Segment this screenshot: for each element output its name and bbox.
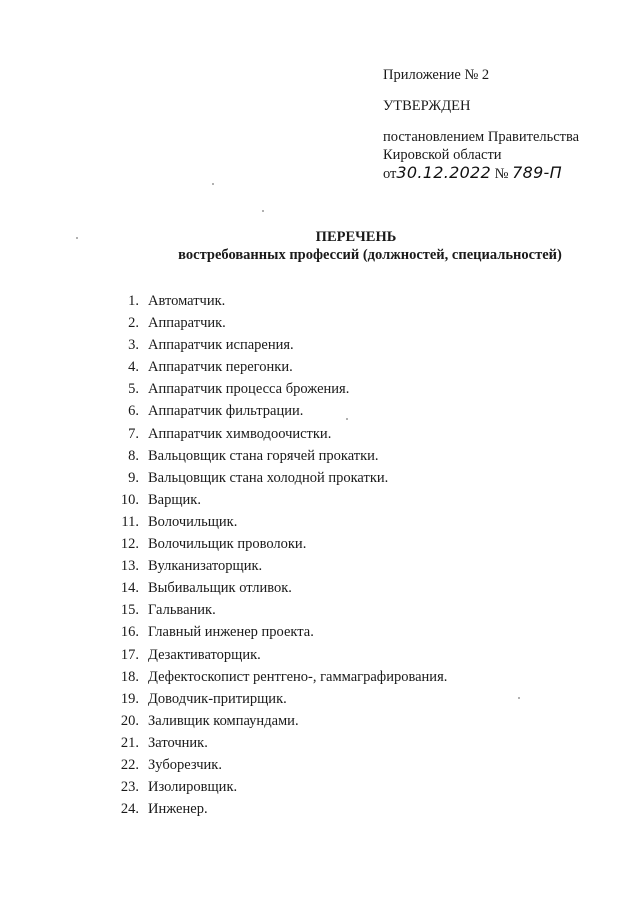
- list-item-text: Гальваник.: [148, 602, 216, 619]
- list-item: [108, 511, 447, 533]
- list-item-number: 3.: [128, 337, 139, 354]
- list-item-number: 16.: [120, 624, 139, 641]
- approval-header: [383, 66, 633, 183]
- list-item-number: 13.: [120, 558, 139, 575]
- list-item-number: 22.: [120, 756, 139, 773]
- list-item: [108, 776, 447, 798]
- scan-speck: [518, 697, 520, 699]
- list-item: [108, 732, 447, 754]
- list-item-number: 19.: [120, 690, 139, 707]
- list-item-text: Аппаратчик химводоочистки.: [148, 425, 332, 442]
- list-item: [108, 356, 447, 378]
- title-heading: ПЕРЕЧЕНЬ: [315, 229, 397, 245]
- list-item-text: Аппаратчик перегонки.: [148, 359, 293, 376]
- decree-line-1: постановлением Правительства: [383, 129, 580, 145]
- list-item-number: 7.: [128, 425, 139, 442]
- list-item-text: Зуборезчик.: [148, 756, 222, 773]
- list-item-text: Волочильщик.: [148, 513, 238, 530]
- list-item-text: Инженер.: [148, 801, 208, 818]
- list-item-text: Вальцовщик стана холодной прокатки.: [148, 469, 389, 486]
- scan-speck: [262, 210, 264, 212]
- list-item-number: 6.: [128, 403, 139, 420]
- list-item: [108, 489, 447, 511]
- list-item: [108, 400, 447, 422]
- list-item-number: 23.: [120, 779, 139, 796]
- list-item-number: 21.: [120, 734, 139, 751]
- list-item-number: 1.: [128, 293, 139, 309]
- list-item: [108, 666, 447, 688]
- list-item-text: Аппаратчик испарения.: [148, 337, 294, 354]
- handwritten-date: 30.12.2022: [396, 163, 492, 182]
- list-item: [108, 312, 447, 334]
- list-item: [108, 423, 447, 445]
- list-item-text: Главный инженер проекта.: [148, 624, 314, 641]
- list-item-text: Изолировщик.: [148, 779, 238, 796]
- list-item-number: 8.: [128, 447, 139, 464]
- list-item: [108, 290, 447, 312]
- list-item-text: Дефектоскопист рентгено-, гаммаграфирования.: [148, 668, 448, 685]
- list-item: [108, 688, 447, 710]
- list-item-number: 14.: [120, 580, 139, 597]
- appendix-label: Приложение № 2: [383, 67, 490, 83]
- approved-label: УТВЕРЖДЕН: [383, 98, 471, 114]
- list-item-number: 15.: [120, 602, 139, 619]
- list-item: [108, 577, 447, 599]
- list-item-text: Дезактиваторщик.: [148, 646, 261, 663]
- list-item: [108, 467, 447, 489]
- list-item: [108, 334, 447, 356]
- list-item-text: Вальцовщик стана горячей прокатки.: [148, 447, 379, 464]
- list-item-text: Вулканизаторщик.: [148, 558, 263, 575]
- list-item-number: 9.: [128, 469, 139, 486]
- list-item: [108, 621, 447, 643]
- list-item-number: 12.: [120, 536, 139, 553]
- list-item-text: Варщик.: [148, 491, 201, 508]
- list-item: [108, 710, 447, 732]
- list-item-text: Аппаратчик процесса брожения.: [148, 381, 350, 398]
- list-item-number: 5.: [128, 381, 139, 398]
- number-prefix: №: [494, 166, 509, 182]
- decree-reference: [383, 164, 633, 183]
- list-item: [108, 754, 447, 776]
- list-item: [108, 555, 447, 577]
- list-item-text: Автоматчик.: [148, 293, 226, 309]
- list-item-number: 4.: [128, 359, 139, 376]
- list-item: [108, 599, 447, 621]
- list-item-text: Выбивальщик отливок.: [148, 580, 292, 597]
- list-item: [108, 445, 447, 467]
- handwritten-number: 789-П: [512, 163, 562, 182]
- scan-speck: [346, 418, 348, 420]
- list-item-number: 17.: [120, 646, 139, 663]
- list-item-text: Аппаратчик фильтрации.: [148, 403, 304, 420]
- list-item-number: 10.: [120, 491, 139, 508]
- list-item-number: 20.: [120, 712, 139, 729]
- decree-line-2: Кировской области: [383, 147, 502, 163]
- list-item: [108, 533, 447, 555]
- profession-list: [108, 290, 447, 820]
- scan-speck: [212, 183, 214, 185]
- list-item-text: Доводчик-притирщик.: [148, 690, 287, 707]
- list-item-number: 18.: [120, 668, 139, 685]
- list-item-text: Аппаратчик.: [148, 315, 226, 332]
- document-title: [0, 228, 640, 264]
- list-item-number: 11.: [121, 513, 139, 530]
- title-subheading: востребованных профессий (должностей, специальностей): [178, 247, 562, 263]
- list-item-text: Заливщик компаундами.: [148, 712, 299, 729]
- date-prefix: от: [383, 166, 397, 182]
- scan-speck: [76, 237, 78, 239]
- list-item-number: 2.: [128, 315, 139, 332]
- list-item-number: 24.: [120, 801, 139, 818]
- list-item: [108, 644, 447, 666]
- list-item-text: Волочильщик проволоки.: [148, 536, 307, 553]
- list-item: [108, 798, 447, 820]
- list-item-text: Заточник.: [148, 734, 208, 751]
- list-item: [108, 378, 447, 400]
